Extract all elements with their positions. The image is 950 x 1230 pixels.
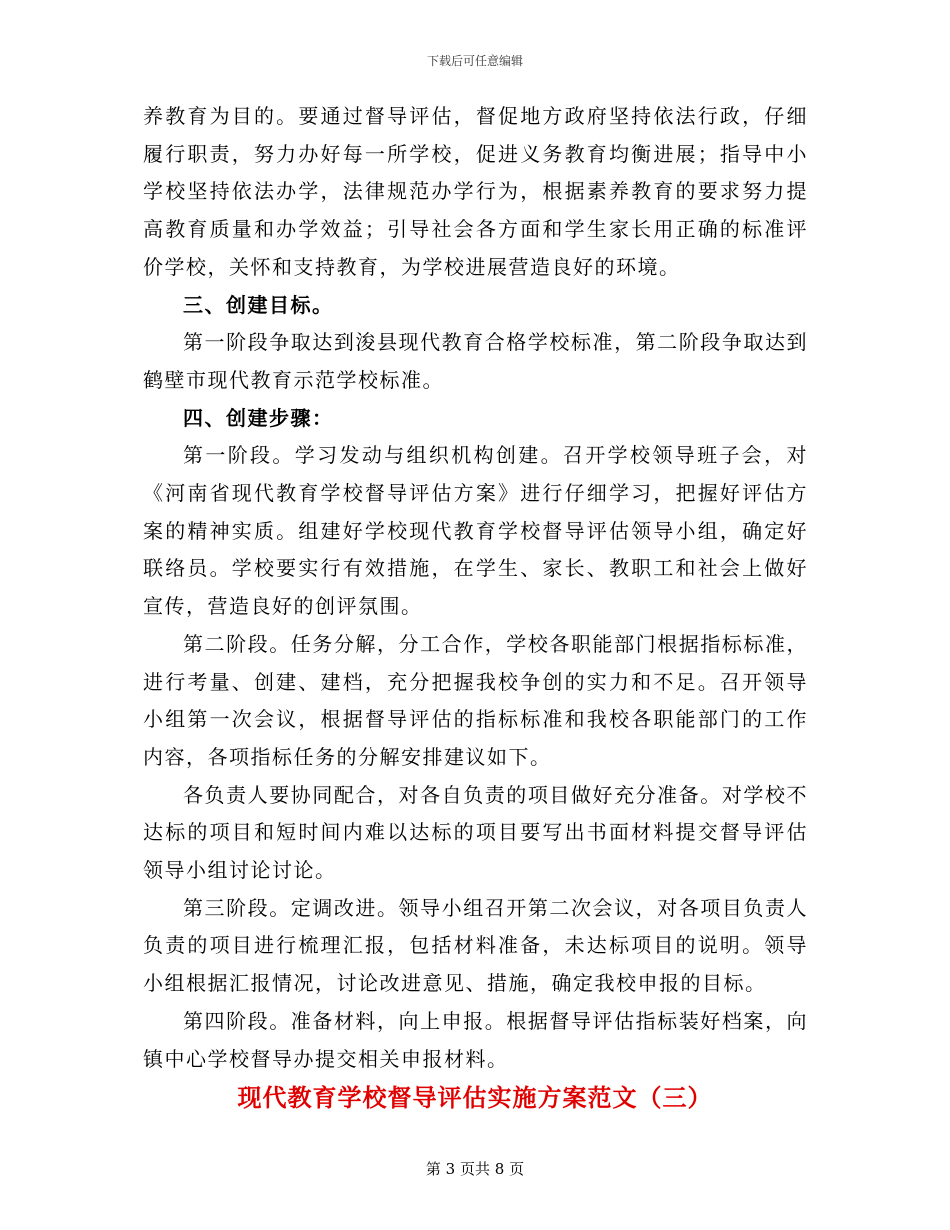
paragraph-stage-three: 第三阶段。定调改进。领导小组召开第二次会议，对各项目负责人负责的项目进行梳理汇报，包括材料准备，未达标项目的说明。领导小组根据汇报情况，讨论改进意见、措施，确定我校申报的目标。 bbox=[143, 895, 808, 996]
paragraph-goals: 第一阶段争取达到浚县现代教育合格学校标准，第二阶段争取达到鹤壁市现代教育示范学校标准。 bbox=[143, 330, 808, 392]
section-title: 现代教育学校督导评估实施方案范文（三） bbox=[237, 1083, 713, 1112]
document-body bbox=[143, 98, 808, 1078]
paragraph-responsibility: 各负责人要协同配合，对各自负责的项目做好充分准备。对学校不达标的项目和短时间内难以达标的项目要写出书面材料提交督导评估领导小组讨论讨论。 bbox=[143, 782, 808, 883]
heading-steps: 四、创建步骤： bbox=[183, 405, 334, 430]
heading-goals: 三、创建目标。 bbox=[183, 292, 334, 317]
paragraph-stage-four: 第四阶段。准备材料，向上申报。根据督导评估指标装好档案，向镇中心学校督导办提交相关申报材料。 bbox=[143, 1008, 808, 1071]
page-header-note: 下载后可任意编辑 bbox=[426, 54, 523, 68]
page-number: 第 3 页共 8 页 bbox=[425, 1160, 525, 1178]
paragraph-continuation: 养教育为目的。要通过督导评估，督促地方政府坚持依法行政，仔细履行职责，努力办好每一所学校，促进义务教育均衡进展；指导中小学校坚持依法办学，法律规范办学行为，根据素养教育的要求努力提高教育质量和办学效益；引导社会各方面和学生家长用正确的标准评价学校，关怀和支持教育，为学校进展营造良好的环境。 bbox=[143, 104, 808, 279]
paragraph-stage-two: 第二阶段。任务分解，分工合作，学校各职能部门根据指标标准，进行考量、创建、建档，充分把握我校争创的实力和不足。召开领导小组第一次会议，根据督导评估的指标标准和我校各职能部门的工作内容，各项指标任务的分解安排建议如下。 bbox=[143, 631, 808, 769]
paragraph-stage-one: 第一阶段。学习发动与组织机构创建。召开学校领导班子会，对《河南省现代教育学校督导评估方案》进行仔细学习，把握好评估方案的精神实质。组建好学校现代教育学校督导评估领导小组，确定好联络员。学校要实行有效措施，在学生、家长、教职工和社会上做好宣传，营造良好的创评氛围。 bbox=[143, 443, 808, 619]
